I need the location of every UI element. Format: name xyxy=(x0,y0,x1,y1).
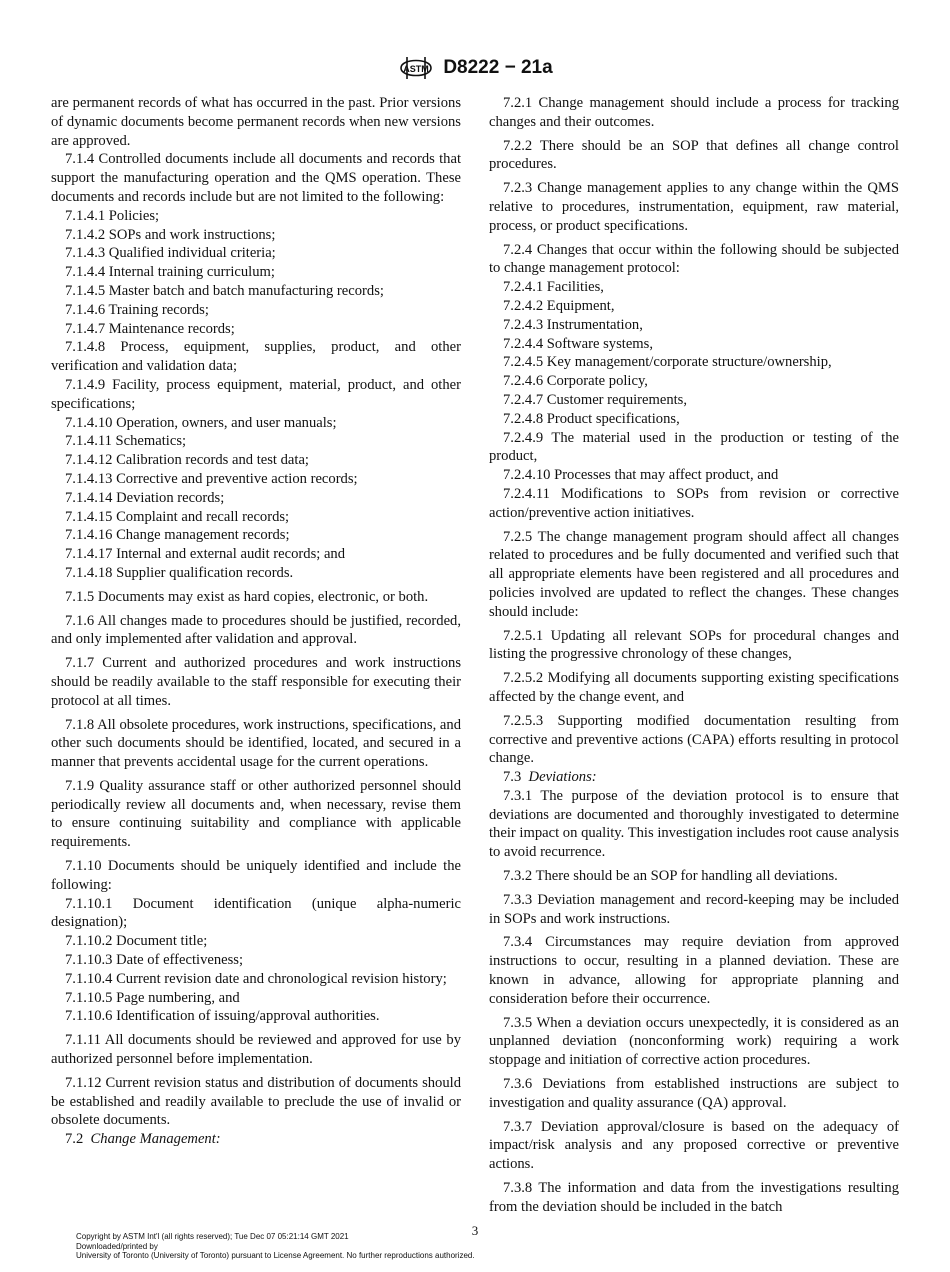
left-column xyxy=(51,94,461,1149)
paragraph: 7.2.4 Changes that occur within the following should be subjected to change management protocol: xyxy=(489,241,899,277)
footer-line: University of Toronto (University of Toronto) pursuant to License Agreement. No further reproductions authorized. xyxy=(76,1251,475,1260)
paragraph: 7.2.2 There should be an SOP that defines all change control procedures. xyxy=(489,137,899,173)
heading-title: Change Management: xyxy=(90,1131,221,1148)
paragraph: 7.2.4.11 Modifications to SOPs from revision or corrective action/preventive action initiatives. xyxy=(489,485,899,521)
paragraph: 7.2.4.1 Facilities, xyxy=(503,279,604,296)
paragraph: 7.2.3 Change management applies to any change within the QMS relative to procedures, instrumentation, equipment, raw material, process, or product specifications. xyxy=(489,180,899,234)
paragraph: 7.1.11 All documents should be reviewed and approved for use by authorized personnel before implementation. xyxy=(51,1032,461,1068)
paragraph: 7.2.5.3 Supporting modified documentation resulting from corrective and preventive actions (CAPA) efforts resulting in protocol change. xyxy=(489,712,899,767)
paragraph: 7.1.4.8 Process, equipment, supplies, product, and other verification and validation data; xyxy=(51,339,461,375)
footer-line: Downloaded/printed by xyxy=(76,1241,158,1251)
paragraph: 7.1.10.5 Page numbering, and xyxy=(65,989,240,1006)
paragraph: 7.2.4.8 Product specifications, xyxy=(503,410,680,427)
paragraph: 7.2.4.7 Customer requirements, xyxy=(503,391,688,408)
paragraph: 7.1.4.5 Master batch and batch manufacturing records; xyxy=(65,282,384,299)
paragraph: 7.1.4.7 Maintenance records; xyxy=(65,320,235,337)
paragraph: 7.2.4.9 The material used in the production or testing of the product, xyxy=(489,429,899,465)
paragraph: 7.1.10 Documents should be uniquely identified and include the following: xyxy=(51,858,461,893)
paragraph: 7.1.6 All changes made to procedures should be justified, recorded, and only implemented after validation and approval. xyxy=(51,612,461,648)
paragraph: 7.1.4.15 Complaint and recall records; xyxy=(65,508,290,525)
paragraph: 7.1.4.17 Internal and external audit records; and xyxy=(65,546,346,563)
paragraph: 7.1.12 Current revision status and distribution of documents should be established and readily available to preclude the use of invalid or obsolete documents. xyxy=(51,1074,461,1129)
paragraph: 7.1.10.3 Date of effectiveness; xyxy=(65,952,244,969)
left-paragraphs xyxy=(51,94,461,1130)
paragraph: 7.1.7 Current and authorized procedures and work instructions should be readily available to the staff responsible for executing their protocol at all times. xyxy=(51,655,461,709)
paragraph: 7.1.4.16 Change management records; xyxy=(65,527,290,544)
footer-line: Copyright by ASTM Int'l (all rights reserved); Tue Dec 07 05:21:14 GMT 2021 xyxy=(76,1232,349,1241)
paragraph: 7.2.5.2 Modifying all documents supporting existing specifications affected by the change event, and xyxy=(489,670,899,705)
paragraph: 7.1.10.6 Identification of issuing/approval authorities. xyxy=(65,1008,380,1025)
logo-label: ASTM xyxy=(403,64,430,74)
right-paragraphs-change xyxy=(489,94,899,768)
paragraph: 7.2.1 Change management should include a process for tracking changes and their outcomes. xyxy=(489,95,899,130)
paragraph: 7.3.2 There should be an SOP for handling all deviations. xyxy=(503,868,838,885)
astm-logo-icon xyxy=(397,52,435,84)
paragraph: 7.1.10.1 Document identification (unique alpha-numeric designation); xyxy=(51,895,461,931)
paragraph: 7.2.4.6 Corporate policy, xyxy=(503,373,648,390)
paragraph: 7.1.4.6 Training records; xyxy=(65,301,209,318)
right-paragraphs-deviations xyxy=(489,787,899,1217)
paragraph: 7.3.4 Circumstances may require deviation from approved instructions to occur, resulting in a planned deviation. These are known in advance, allowing for appropriate planning and consideration before their occurrence. xyxy=(489,934,899,1007)
paragraph: 7.1.4.2 SOPs and work instructions; xyxy=(65,226,276,243)
paragraph: 7.1.4.12 Calibration records and test data; xyxy=(65,452,309,469)
paragraph: 7.3.7 Deviation approval/closure is based on the adequacy of impact/risk analysis and any proposed corrective or preventive actions. xyxy=(489,1118,899,1173)
document-designation: D8222 − 21a xyxy=(443,57,553,78)
paragraph: 7.1.4 Controlled documents include all documents and records that support the manufacturing operation and the QMS operation. These documents and records include but are not limited to the following: xyxy=(51,151,461,205)
paragraph: 7.1.4.18 Supplier qualification records. xyxy=(65,564,294,581)
heading-number: 7.2 xyxy=(65,1131,84,1148)
right-column xyxy=(489,94,899,1217)
paragraph: 7.3.5 When a deviation occurs unexpectedly, it is considered as an unplanned deviation (nonconforming work) requiring a work stoppage and initiation of corrective action procedures. xyxy=(489,1014,899,1069)
paragraph: 7.1.9 Quality assurance staff or other authorized personnel should periodically review all documents and, when necessary, revise them to ensure continuing suitability and compliance with applicable requirements. xyxy=(51,777,461,851)
paragraph: 7.1.5 Documents may exist as hard copies, electronic, or both. xyxy=(65,588,429,605)
section-heading-deviations xyxy=(489,768,899,787)
paragraph: are permanent records of what has occurred in the past. Prior versions of dynamic documents become permanent records when new versions are approved. xyxy=(51,95,461,149)
paragraph: 7.1.4.10 Operation, owners, and user manuals; xyxy=(65,414,337,431)
paragraph: 7.3.3 Deviation management and record-keeping may be included in SOPs and work instructions. xyxy=(489,891,899,927)
paragraph: 7.3.1 The purpose of the deviation protocol is to ensure that deviations are documented and thoroughly investigated to determine their impact on quality. This investigation includes root cause analysis to avoid recurrence. xyxy=(489,787,899,861)
paragraph: 7.1.4.4 Internal training curriculum; xyxy=(65,264,275,281)
paragraph: 7.2.4.3 Instrumentation, xyxy=(503,316,643,333)
heading-number: 7.3 xyxy=(503,769,522,786)
paragraph: 7.2.5 The change management program should affect all changes related to procedures and be fully documented and verified such that all appropriate elements have been registered and all procedures and policies involved are updated to reflect the changes. These changes should include: xyxy=(489,528,899,620)
paragraph: 7.1.4.1 Policies; xyxy=(65,207,160,224)
paragraph: 7.1.4.3 Qualified individual criteria; xyxy=(65,245,276,262)
section-heading-change-management xyxy=(51,1130,461,1149)
page-number: 3 xyxy=(471,1223,479,1238)
heading-title: Deviations: xyxy=(528,769,597,786)
page-header xyxy=(0,52,950,84)
paragraph: 7.1.4.9 Facility, process equipment, material, product, and other specifications; xyxy=(51,376,461,412)
paragraph: 7.2.5.1 Updating all relevant SOPs for procedural changes and listing the progressive chronology of these changes, xyxy=(489,627,899,663)
paragraph: 7.1.10.4 Current revision date and chronological revision history; xyxy=(65,970,447,987)
paragraph: 7.1.8 All obsolete procedures, work instructions, specifications, and other such documents should be identified, located, and secured in a manner that prevents accidental usage for the current operations. xyxy=(51,716,461,771)
paragraph: 7.1.4.11 Schematics; xyxy=(65,433,187,450)
paragraph: 7.3.8 The information and data from the investigations resulting from the deviation should be included in the batch xyxy=(489,1180,899,1215)
paragraph: 7.2.4.10 Processes that may affect product, and xyxy=(503,467,779,484)
paragraph: 7.1.4.13 Corrective and preventive action records; xyxy=(65,470,358,487)
paragraph: 7.2.4.2 Equipment, xyxy=(503,297,615,314)
paragraph: 7.2.4.4 Software systems, xyxy=(503,335,653,352)
paragraph: 7.2.4.5 Key management/corporate structure/ownership, xyxy=(503,354,832,371)
paragraph: 7.1.4.14 Deviation records; xyxy=(65,489,225,506)
copyright-footer xyxy=(76,1232,475,1261)
paragraph: 7.1.10.2 Document title; xyxy=(65,933,208,950)
paragraph: 7.3.6 Deviations from established instructions are subject to investigation and quality assurance (QA) approval. xyxy=(489,1076,899,1111)
